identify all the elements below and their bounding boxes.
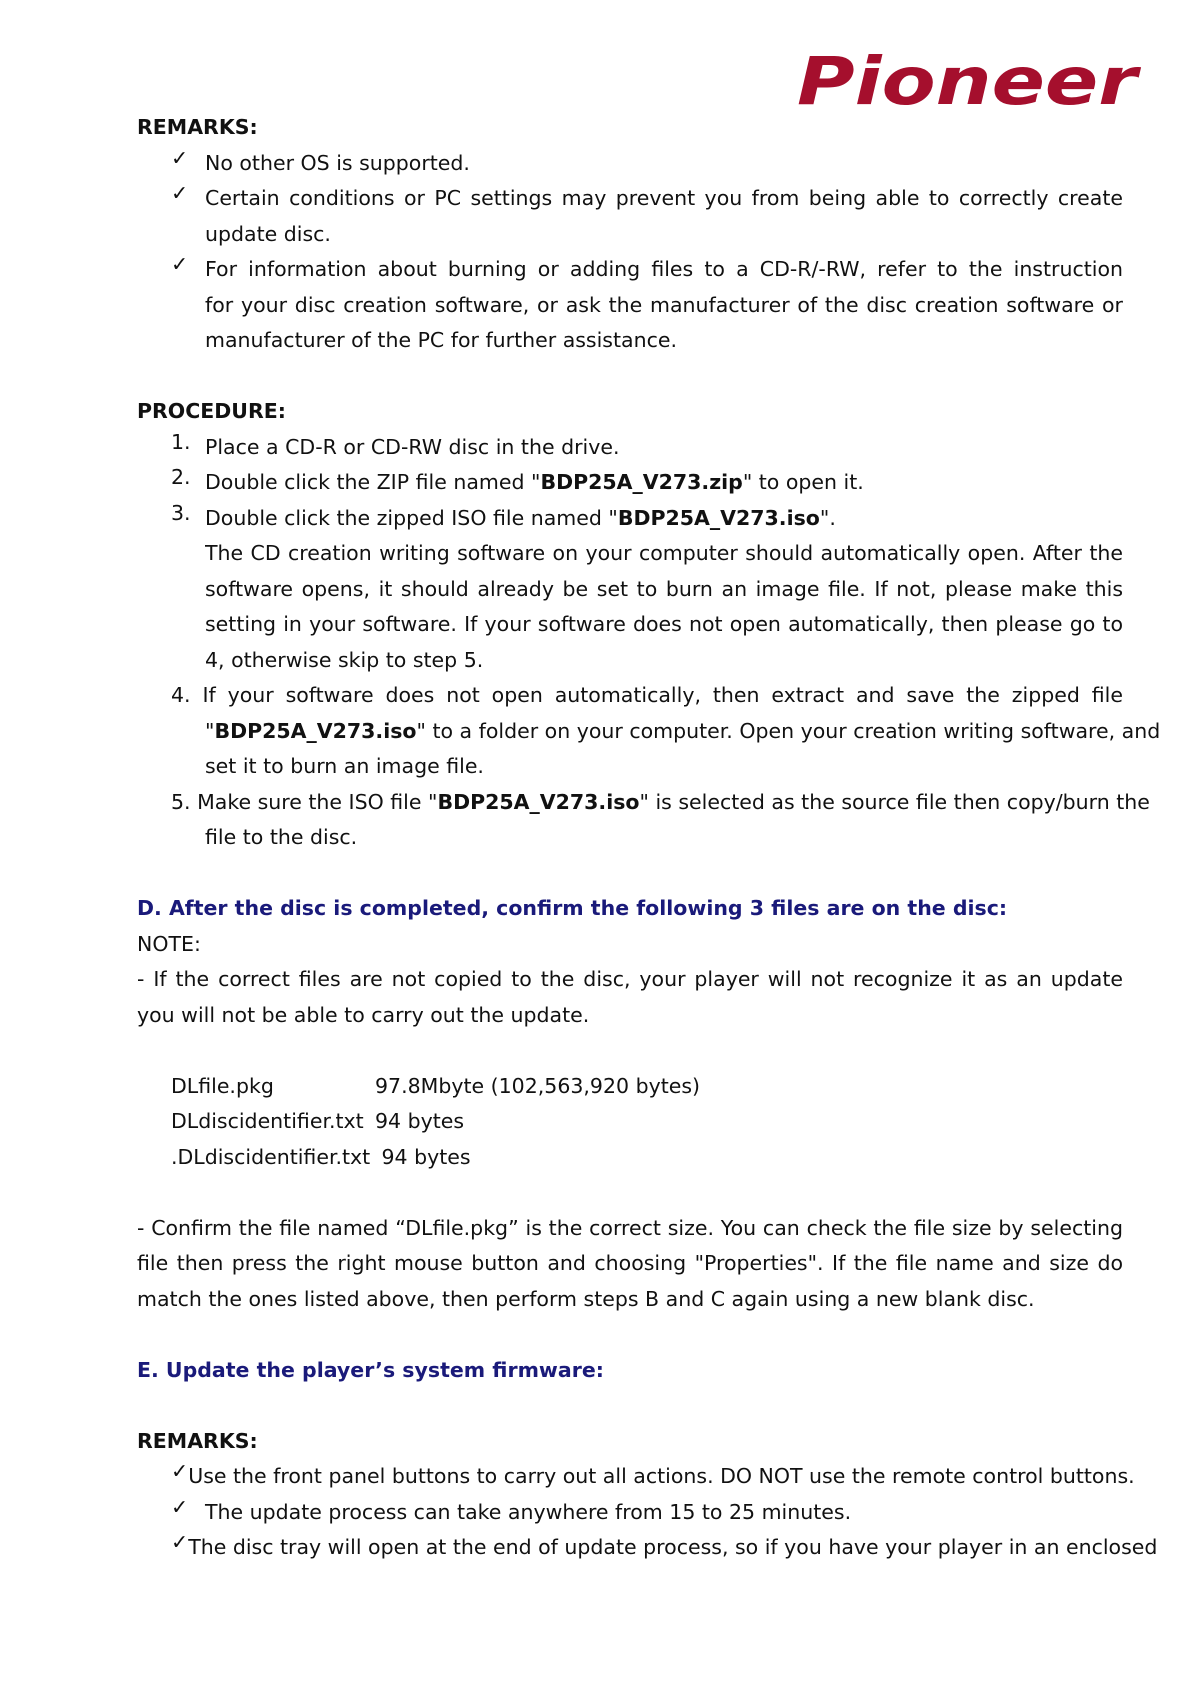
file-entry [171, 1104, 1123, 1140]
confirm-text: file then press the right mouse button and choosing "Properties". If the file name and size do [137, 1251, 1123, 1275]
document-body [137, 110, 1161, 1566]
step-text: "BDP25A_V273.iso" to a folder on your computer. Open your creation writing software, and [205, 718, 1161, 743]
file-name: .DLdiscidentifier.txt [171, 1144, 371, 1169]
svg-text:Pioneer: Pioneer [797, 50, 1142, 114]
remark-item [171, 1495, 1123, 1531]
check-icon: ✓ [171, 1530, 189, 1554]
remark-item [171, 252, 1123, 359]
step-number: 5. [171, 789, 191, 814]
remarks-heading: REMARKS: [137, 1428, 258, 1453]
note-text: you will not be able to carry out the update. [137, 1002, 590, 1027]
check-icon: ✓ [171, 145, 189, 170]
step-number: 4. [171, 683, 191, 707]
remark-text: The update process can take anywhere from 15 to 25 minutes. [205, 1499, 852, 1524]
step-text: setting in your software. If your software does not open automatically, then please go to [205, 612, 1123, 636]
remark-text: Use the front panel buttons to carry out all actions. DO NOT use the remote control buttons. [188, 1464, 1135, 1488]
file-size: 94 bytes [375, 1144, 471, 1169]
step-number: 1. [171, 429, 191, 454]
remark-item [171, 1459, 1135, 1495]
step-text: set it to burn an image file. [205, 754, 484, 778]
iso-filename: BDP25A_V273.iso [617, 505, 820, 530]
iso-filename: BDP25A_V273.iso [437, 789, 640, 814]
step-text: file to the disc. [205, 825, 358, 849]
remark-item [171, 181, 1123, 252]
check-icon: ✓ [171, 1494, 189, 1519]
file-entry [171, 1069, 1123, 1105]
file-entry [171, 1140, 1123, 1176]
section-e-heading: E. Update the player’s system firmware: [137, 1357, 604, 1382]
file-name: DLfile.pkg [171, 1073, 274, 1098]
step-text: Double click the ZIP file named "BDP25A_V273.zip" to open it. [205, 470, 864, 494]
check-icon: ✓ [171, 252, 189, 276]
step-text: Place a CD-R or CD-RW disc in the drive. [205, 434, 620, 459]
remark-item [171, 146, 1123, 182]
remark-text: No other OS is supported. [205, 150, 470, 175]
remark-text: For information about burning or adding files to a CD-R/-RW, refer to the instruction [205, 257, 1123, 281]
remark-text: manufacturer of the PC for further assistance. [205, 328, 677, 352]
procedure-heading: PROCEDURE: [137, 399, 286, 423]
remark-text: Certain conditions or PC settings may prevent you from being able to correctly create [205, 186, 1123, 210]
check-icon: ✓ [171, 181, 189, 205]
procedure-step [171, 465, 1123, 501]
confirm-text: - Confirm the file named “DLfile.pkg” is the correct size. You can check the file size by selecting [137, 1215, 1123, 1240]
zip-filename: BDP25A_V273.zip [540, 470, 743, 494]
section-d-heading: D. After the disc is completed, confirm the following 3 files are on the disc: [137, 896, 1008, 920]
confirm-text: match the ones listed above, then perform steps B and C again using a new blank disc. [137, 1286, 1035, 1311]
procedure-step [171, 501, 1123, 679]
note-label: NOTE: [137, 931, 201, 956]
file-name: DLdiscidentifier.txt [171, 1109, 364, 1133]
remark-item [171, 1530, 1158, 1566]
step-text: 4, otherwise skip to step 5. [205, 647, 484, 672]
file-size: 97.8Mbyte (102,563,920 bytes) [375, 1073, 701, 1098]
remarks-heading: REMARKS: [137, 115, 258, 139]
step-text: 5. Make sure the ISO file "BDP25A_V273.iso" is selected as the source file then copy/burn the [171, 789, 1150, 814]
step-text: software opens, it should already be set to burn an image file. If not, please make this [205, 576, 1123, 601]
iso-filename: BDP25A_V273.iso [214, 718, 417, 743]
step-text: Double click the zipped ISO file named "BDP25A_V273.iso". [205, 505, 836, 530]
remark-text: The disc tray will open at the end of update process, so if you have your player in an enclosed [188, 1535, 1158, 1559]
step-text: The CD creation writing software on your computer should automatically open. After the [205, 541, 1123, 565]
check-icon: ✓ [171, 1459, 189, 1483]
note-text: - If the correct files are not copied to the disc, your player will not recognize it as an update [137, 967, 1123, 991]
remark-text: for your disc creation software, or ask the manufacturer of the disc creation software or [205, 292, 1123, 317]
file-size: 94 bytes [375, 1109, 465, 1133]
procedure-step [171, 430, 1123, 466]
step-number: 2. [171, 465, 191, 489]
procedure-step [171, 785, 1150, 856]
pioneer-logo [792, 50, 1142, 114]
step-text: 4. If your software does not open automatically, then extract and save the zipped file [171, 683, 1123, 707]
remark-text: update disc. [205, 221, 331, 246]
step-number: 3. [171, 500, 191, 525]
procedure-step [171, 678, 1161, 785]
